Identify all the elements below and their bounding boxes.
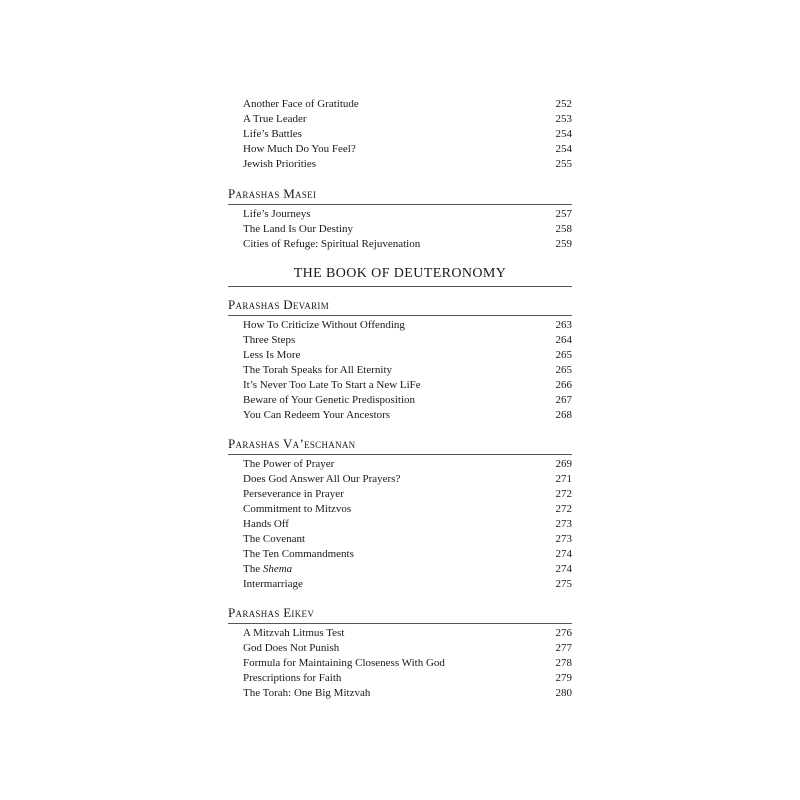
toc-entry — [243, 577, 572, 592]
entry-title: Prescriptions for Faith — [243, 672, 342, 684]
toc-entry — [243, 487, 572, 502]
entry-title: It’s Never Too Late To Start a New LiFe — [243, 379, 421, 391]
entry-title: Less Is More — [243, 349, 301, 361]
entry-page: 259 — [555, 238, 572, 250]
entry-page: 274 — [555, 548, 572, 560]
toc-entry — [243, 686, 572, 701]
entry-page: 254 — [555, 128, 572, 140]
book-title-rule — [228, 286, 572, 287]
entry-page: 258 — [555, 223, 572, 235]
toc-entry — [243, 517, 572, 532]
toc-entry — [243, 547, 572, 562]
entry-page: 254 — [555, 143, 572, 155]
toc-entry — [243, 333, 572, 348]
toc-entry — [243, 127, 572, 142]
entry-page: 255 — [555, 158, 572, 170]
entry-page: 265 — [555, 364, 572, 376]
toc-entry — [243, 656, 572, 671]
entry-title: Life’s Journeys — [243, 208, 311, 220]
entry-page: 277 — [555, 642, 572, 654]
toc-entry — [243, 532, 572, 547]
entry-title: The Covenant — [243, 533, 306, 545]
entry-title: The Power of Prayer — [243, 458, 335, 470]
section-rule — [228, 204, 572, 205]
entry-title: The Land Is Our Destiny — [243, 223, 353, 235]
entry-title: The Torah: One Big Mitzvah — [243, 687, 371, 699]
toc-entry — [243, 502, 572, 517]
entry-page: 273 — [555, 533, 572, 545]
parasha-heading-masei: Parashas Masei — [228, 186, 317, 201]
entry-page: 273 — [555, 518, 572, 530]
parasha-heading-eikev: Parashas Eikev — [228, 605, 315, 620]
entry-page: 275 — [555, 578, 572, 590]
section-rule — [228, 623, 572, 624]
toc-entry — [243, 363, 572, 378]
entry-title: The Ten Commandments — [243, 548, 354, 560]
entry-title-italic: Shema — [262, 563, 293, 575]
entry-page: 257 — [555, 208, 572, 220]
entry-page: 265 — [555, 349, 572, 361]
entry-title: Beware of Your Genetic Predisposition — [243, 394, 416, 406]
entry-title: God Does Not Punish — [243, 642, 340, 654]
entry-title-prefix: The — [243, 563, 263, 575]
entry-page: 280 — [555, 687, 572, 699]
toc-entry — [243, 378, 572, 393]
entry-title: Perseverance in Prayer — [243, 488, 344, 500]
entry-title — [243, 562, 292, 577]
entry-title: The Torah Speaks for All Eternity — [243, 364, 393, 376]
entry-page: 268 — [555, 409, 572, 421]
entry-title: How Much Do You Feel? — [243, 143, 356, 155]
entry-page: 276 — [555, 627, 572, 639]
entry-page: 267 — [555, 394, 572, 406]
toc-entry — [243, 207, 572, 222]
toc-entry — [243, 641, 572, 656]
toc-entry — [243, 112, 572, 127]
entry-page: 269 — [555, 458, 572, 470]
entry-title: Hands Off — [243, 518, 289, 530]
entry-title: A Mitzvah Litmus Test — [243, 627, 345, 639]
toc-entry — [243, 671, 572, 686]
entry-title: Jewish Priorities — [243, 158, 317, 170]
entry-page: 266 — [555, 379, 572, 391]
toc-entry — [243, 393, 572, 408]
entry-title: You Can Redeem Your Ancestors — [243, 409, 391, 421]
toc-entry — [243, 142, 572, 157]
toc-entry — [243, 472, 572, 487]
entry-title: Formula for Maintaining Closeness With God — [243, 657, 445, 669]
toc-entry — [243, 457, 572, 472]
entry-title: A True Leader — [243, 113, 307, 125]
entry-page: 253 — [555, 113, 572, 125]
entry-page: 279 — [555, 672, 572, 684]
entry-title: Another Face of Gratitude — [243, 98, 359, 110]
toc-entry — [243, 97, 572, 112]
entry-page: 271 — [555, 473, 572, 485]
entry-page: 272 — [555, 488, 572, 500]
entry-title: How To Criticize Without Offending — [243, 319, 405, 331]
entry-page: 272 — [555, 503, 572, 515]
parasha-heading-vaeschanan: Parashas Va’eschanan — [228, 436, 356, 451]
toc-entry — [243, 157, 572, 172]
toc-entry — [243, 237, 572, 252]
toc-entry — [243, 626, 572, 641]
toc-entry — [243, 318, 572, 333]
toc-entry — [243, 562, 572, 577]
section-rule — [228, 315, 572, 316]
section-rule — [228, 454, 572, 455]
entry-title: Commitment to Mitzvos — [243, 503, 352, 515]
toc-entry — [243, 222, 572, 237]
entry-title: Life’s Battles — [243, 128, 302, 140]
entry-page: 278 — [555, 657, 572, 669]
entry-title: Cities of Refuge: Spiritual Rejuvenation — [243, 238, 421, 250]
entry-page: 274 — [555, 563, 572, 575]
entry-title: Does God Answer All Our Prayers? — [243, 473, 401, 485]
entry-title: Intermarriage — [243, 578, 303, 590]
parasha-heading-devarim: Parashas Devarim — [228, 297, 330, 312]
toc-entry — [243, 348, 572, 363]
toc-entry — [243, 408, 572, 423]
book-title: THE BOOK OF DEUTERONOMY — [293, 266, 507, 281]
entry-page: 252 — [555, 98, 572, 110]
entry-page: 263 — [555, 319, 572, 331]
entry-page: 264 — [555, 334, 572, 346]
entry-title: Three Steps — [243, 334, 296, 346]
